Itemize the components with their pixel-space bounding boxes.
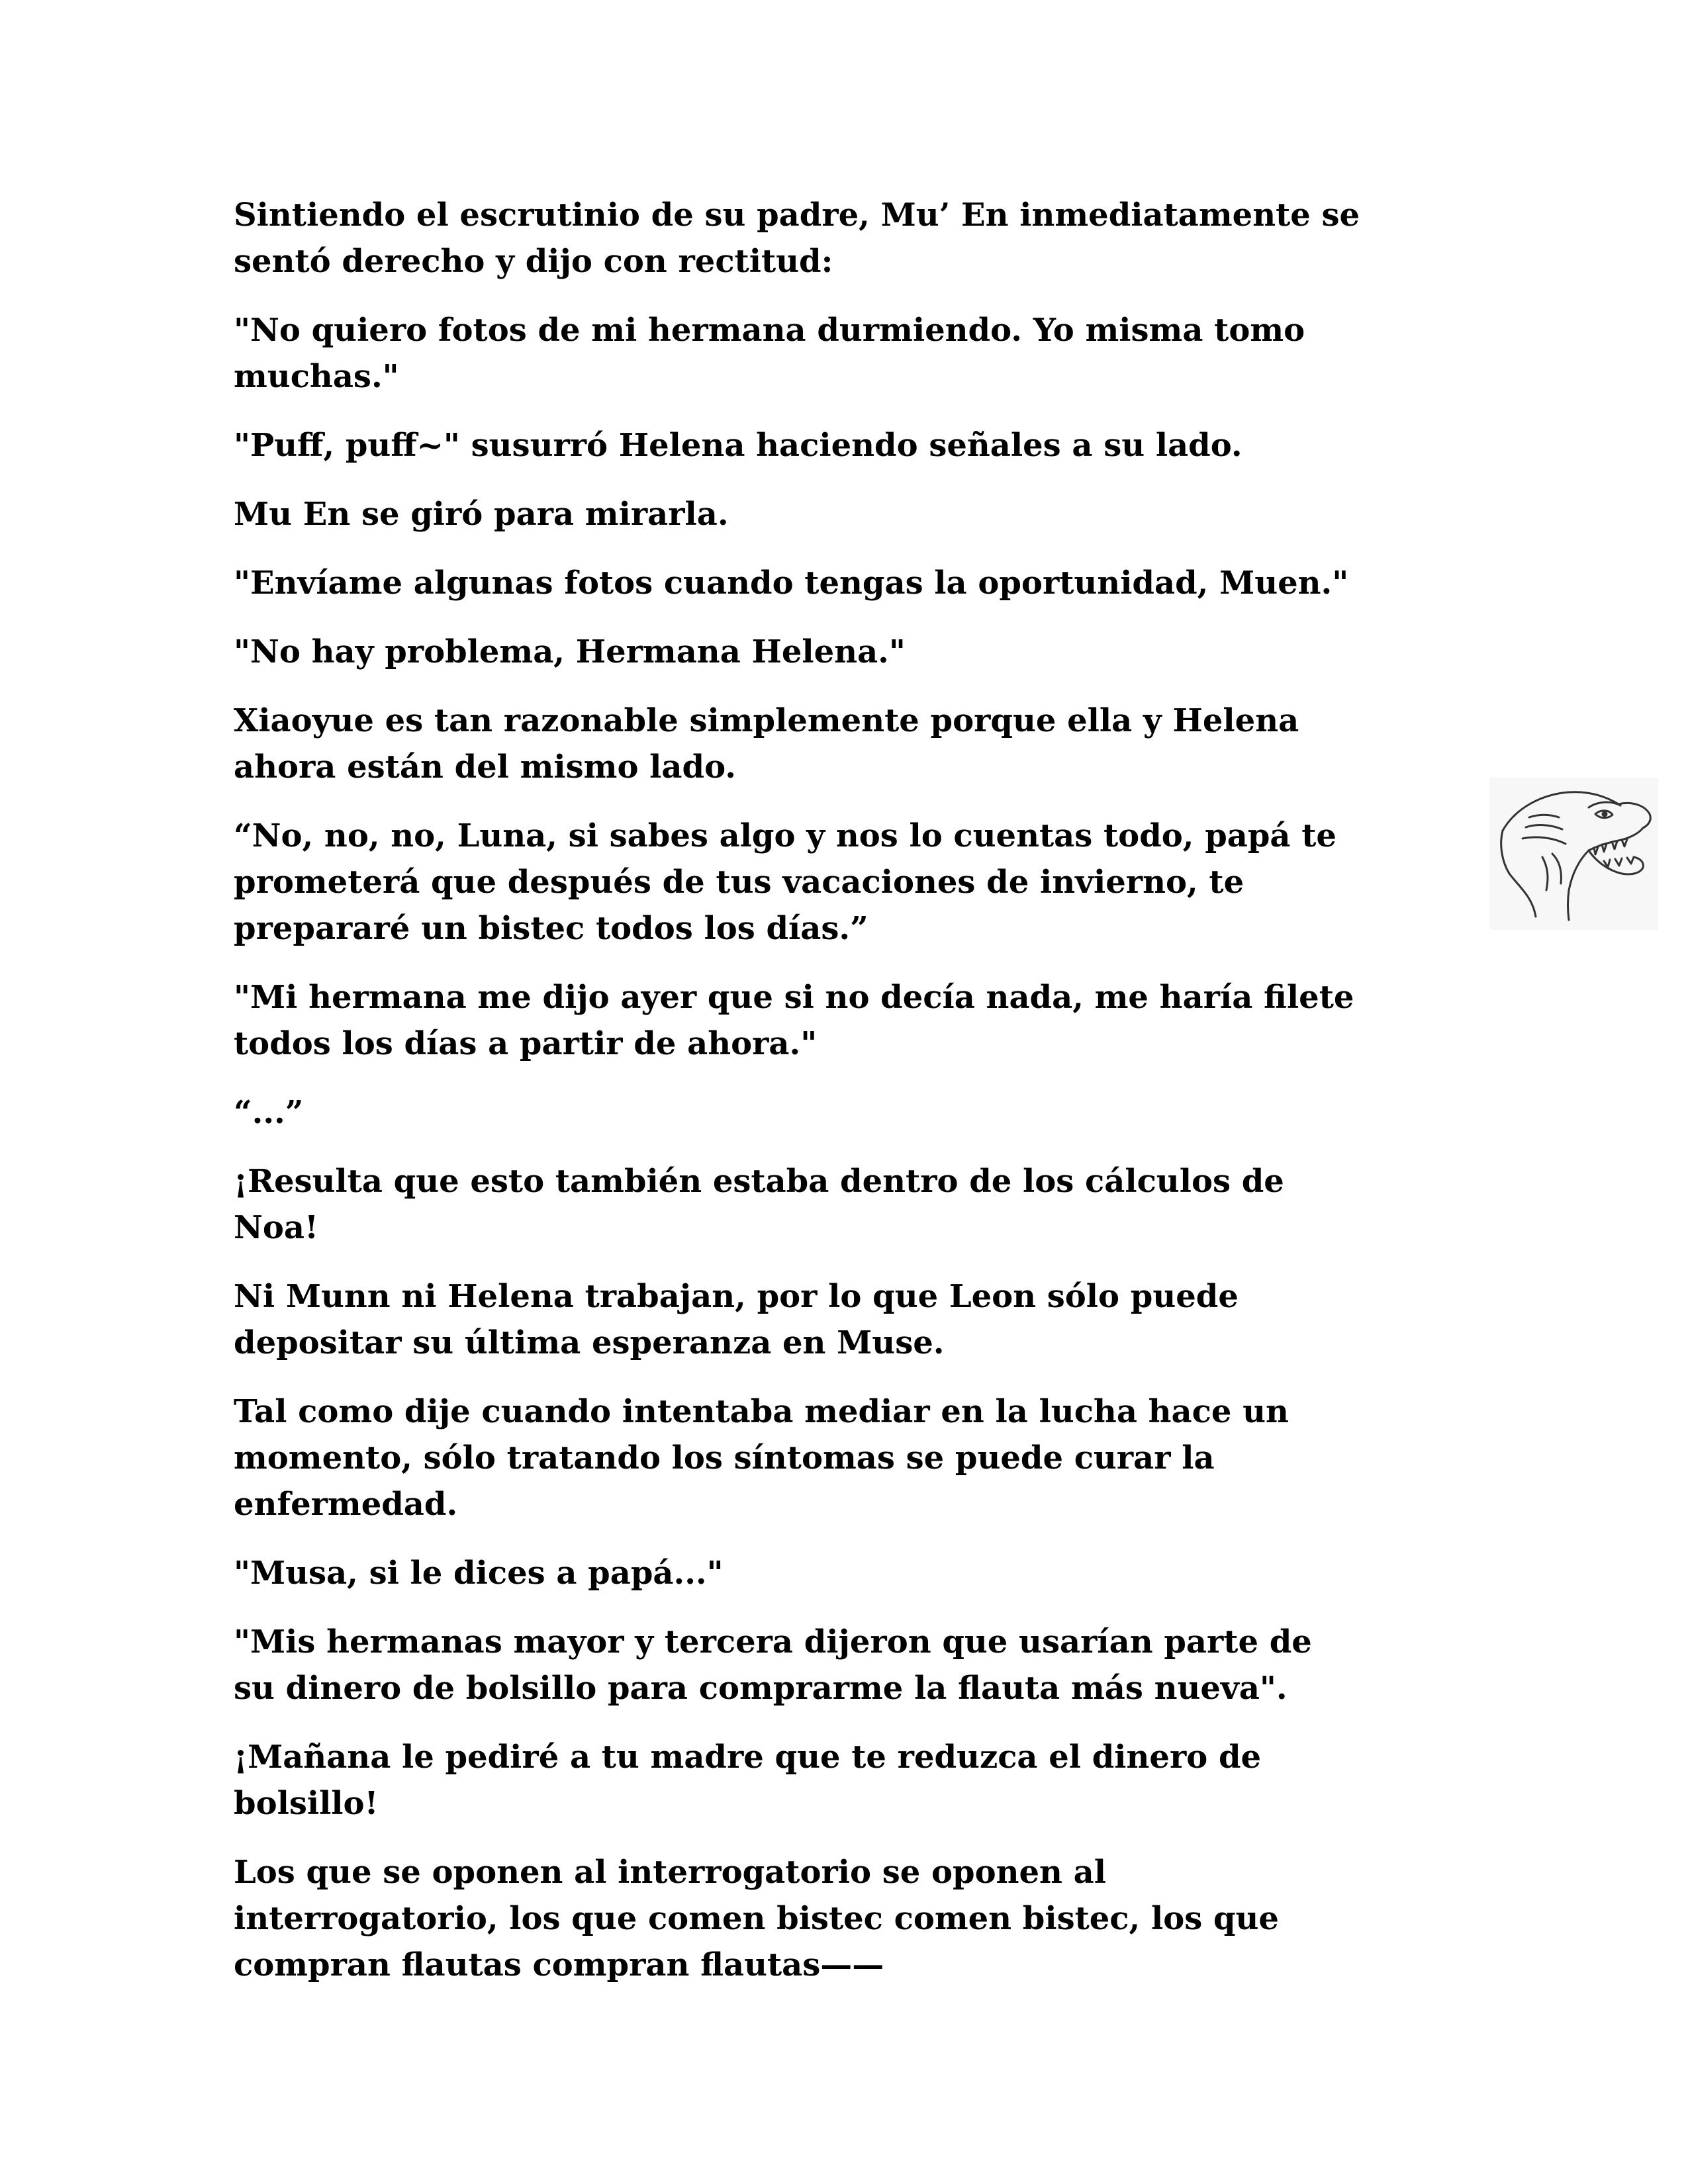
text-line: sentó derecho y dijo con rectitud: [234, 243, 833, 280]
text-line: "Mis hermanas mayor y tercera dijeron que usarían parte de [234, 1623, 1312, 1661]
dinosaur-head-sketch-icon [1489, 778, 1658, 930]
paragraph [234, 1550, 1458, 1596]
text-line: interrogatorio, los que comen bistec comen bistec, los que [234, 1900, 1279, 1937]
paragraph [234, 1273, 1458, 1366]
text-line: "No quiero fotos de mi hermana durmiendo. Yo misma tomo [234, 312, 1305, 349]
paragraph [234, 491, 1458, 537]
text-line: “...” [234, 1094, 304, 1131]
text-line: Mu En se giró para mirarla. [234, 496, 729, 533]
paragraph [234, 813, 1458, 952]
text-line: Tal como dije cuando intentaba mediar en la lucha hace un [234, 1393, 1289, 1430]
paragraph [234, 1388, 1458, 1527]
text-line: compran flautas compran flautas—— [234, 1946, 884, 1983]
text-line: "Musa, si le dices a papá..." [234, 1555, 724, 1592]
text-line: bolsillo! [234, 1785, 379, 1822]
paragraph [234, 307, 1458, 400]
text-body [234, 192, 1458, 2011]
text-line: prometerá que después de tus vacaciones de invierno, te [234, 864, 1244, 901]
text-line: "Mi hermana me dijo ayer que si no decía nada, me haría filete [234, 979, 1354, 1016]
text-line: "Puff, puff~" susurró Helena haciendo señales a su lado. [234, 427, 1243, 464]
text-line: depositar su última esperanza en Muse. [234, 1324, 945, 1361]
paragraph [234, 192, 1458, 285]
paragraph [234, 1734, 1458, 1827]
text-line: enfermedad. [234, 1486, 458, 1523]
text-line: Los que se oponen al interrogatorio se oponen al [234, 1854, 1106, 1891]
text-line: “No, no, no, Luna, si sabes algo y nos lo cuentas todo, papá te [234, 817, 1336, 854]
paragraph [234, 1849, 1458, 1988]
text-line: "No hay problema, Hermana Helena." [234, 633, 906, 670]
paragraph [234, 422, 1458, 469]
paragraph [234, 1089, 1458, 1136]
text-line: muchas." [234, 358, 399, 395]
text-line: su dinero de bolsillo para comprarme la flauta más nueva". [234, 1670, 1288, 1707]
text-line: ahora están del mismo lado. [234, 749, 736, 786]
text-line: momento, sólo tratando los síntomas se puede curar la [234, 1439, 1215, 1477]
text-line: Ni Munn ni Helena trabajan, por lo que Leon sólo puede [234, 1278, 1239, 1315]
paragraph [234, 698, 1458, 790]
text-line: "Envíame algunas fotos cuando tengas la oportunidad, Muen." [234, 565, 1349, 602]
paragraph [234, 560, 1458, 606]
paragraph [234, 1619, 1458, 1711]
paragraph [234, 1158, 1458, 1251]
text-line: Noa! [234, 1209, 319, 1246]
text-line: ¡Mañana le pediré a tu madre que te reduzca el dinero de [234, 1739, 1262, 1776]
text-line: prepararé un bistec todos los días.” [234, 910, 868, 947]
text-line: Xiaoyue es tan razonable simplemente porque ella y Helena [234, 702, 1299, 739]
text-line: Sintiendo el escrutinio de su padre, Mu’ En inmediatamente se [234, 197, 1360, 234]
paragraph [234, 974, 1458, 1067]
paragraph [234, 629, 1458, 675]
text-line: ¡Resulta que esto también estaba dentro de los cálculos de [234, 1163, 1284, 1200]
text-line: todos los días a partir de ahora." [234, 1025, 818, 1062]
